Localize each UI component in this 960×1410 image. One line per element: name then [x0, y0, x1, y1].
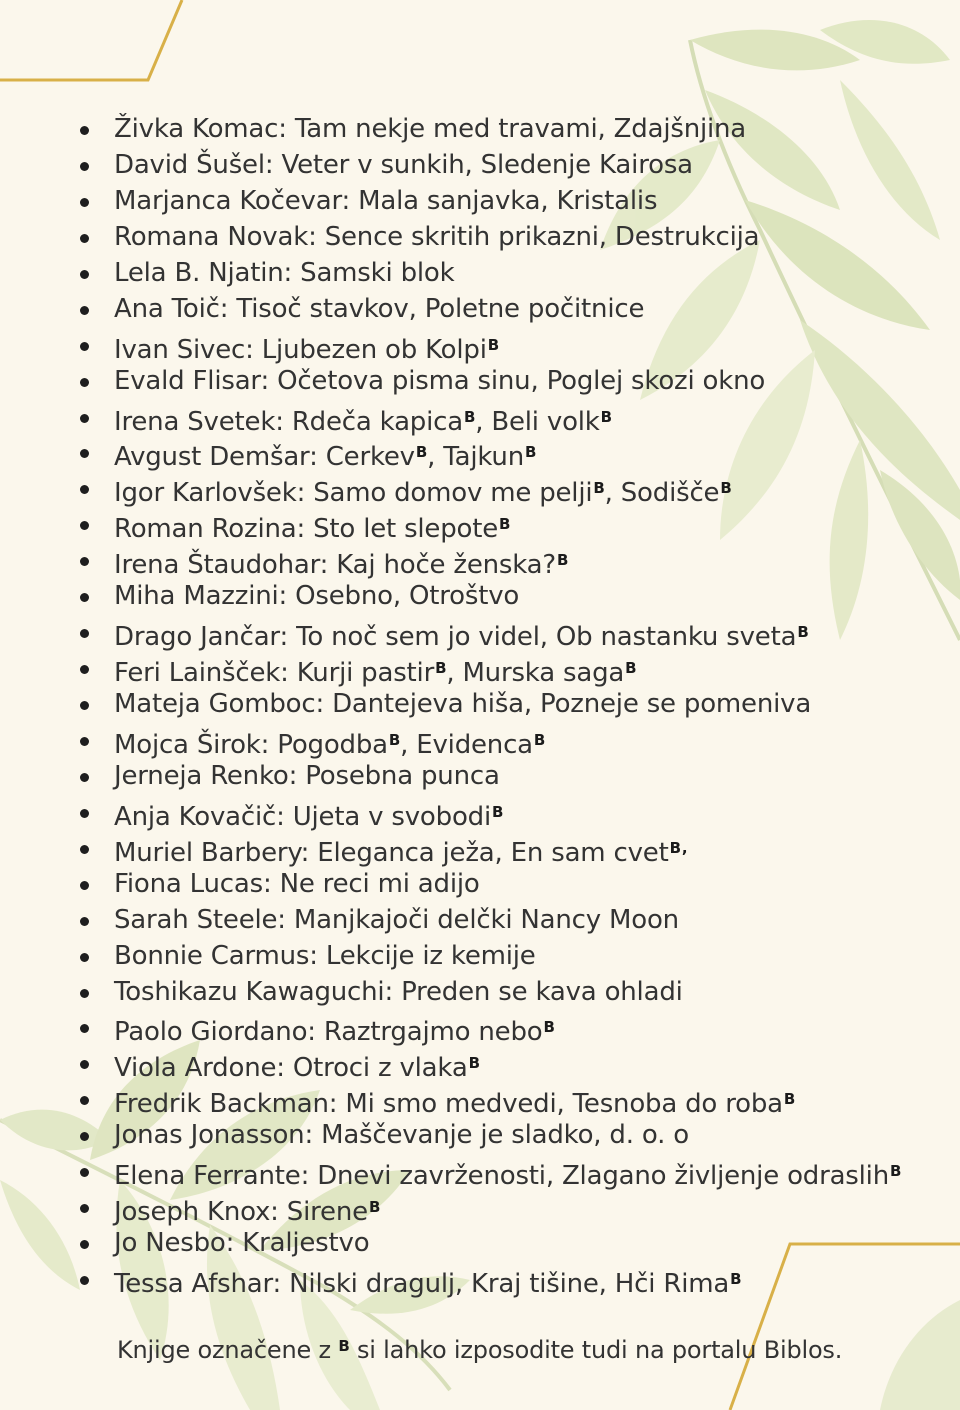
book-entry-text: Evald Flisar: Očetova pisma sinu, Poglej skozi okno	[114, 365, 766, 396]
bullet-icon	[80, 1276, 89, 1285]
biblos-mark: B	[600, 407, 612, 426]
book-entry-text-continued: , Beli volk	[475, 406, 600, 437]
bullet-icon	[80, 557, 89, 566]
bullet-icon	[80, 1132, 89, 1141]
book-entry-text: Toshikazu Kawaguchi: Preden se kava ohladi	[114, 976, 683, 1007]
bullet-icon	[80, 701, 89, 710]
bullet-icon	[80, 1060, 89, 1069]
bullet-icon	[80, 989, 89, 998]
book-entry-text-continued: , Sodišče	[604, 478, 720, 509]
book-entry-text-continued: , Evidenca	[400, 729, 533, 760]
book-entry-text: Viola Ardone: Otroci z vlaka	[114, 1053, 468, 1084]
list-item	[78, 256, 901, 292]
book-entry-text: Joseph Knox: Sirene	[114, 1197, 368, 1228]
bullet-icon	[80, 593, 89, 602]
biblos-mark: B	[415, 443, 428, 462]
list-item	[78, 220, 901, 256]
book-entry-text: Igor Karlovšek: Samo domov me pelji	[114, 478, 593, 509]
list-item	[78, 1118, 901, 1154]
list-item	[78, 435, 901, 471]
book-entry-text: Mojca Širok: Pogodba	[114, 729, 388, 760]
list-item	[78, 867, 901, 903]
list-item	[78, 364, 901, 400]
biblos-mark: B	[889, 1162, 902, 1181]
bullet-icon	[80, 665, 89, 674]
book-entry-text: Anja Kovačič: Ujeta v svobodi	[114, 801, 491, 832]
book-entry-text: Elena Ferrante: Dnevi zavrženosti, Zlagano življenje odraslih	[114, 1161, 889, 1192]
biblos-mark: B	[525, 443, 537, 462]
bullet-icon	[80, 953, 89, 962]
list-item	[78, 831, 901, 867]
biblos-mark: B	[491, 802, 504, 821]
book-entry-text: Tessa Afshar: Nilski dragulj, Kraj tišine, Hči Rima	[114, 1269, 730, 1299]
bullet-icon	[80, 1240, 89, 1249]
book-entry-text: Muriel Barbery: Eleganca ježa, En sam cvet	[114, 837, 669, 868]
biblos-mark: B	[368, 1198, 381, 1217]
trailing-punctuation: ,	[681, 838, 688, 857]
book-entry-text: Ivan Sivec: Ljubezen ob Kolpi	[114, 334, 487, 365]
book-entry-text: Romana Novak: Sence skritih prikazni, Destrukcija	[114, 221, 760, 252]
book-entry-text-continued: , Tajkun	[427, 442, 524, 473]
bullet-icon	[80, 198, 89, 207]
biblos-mark: B	[543, 1018, 555, 1037]
book-entry-text: Fiona Lucas: Ne reci mi adijo	[114, 868, 480, 899]
list-item	[78, 148, 901, 184]
bullet-icon	[80, 414, 89, 423]
book-entry-text: Lela B. Njatin: Samski blok	[114, 257, 455, 288]
biblos-mark: B	[730, 1270, 742, 1288]
biblos-mark: B	[783, 1090, 796, 1109]
book-entry-text: Fredrik Backman: Mi smo medvedi, Tesnoba do roba	[114, 1089, 783, 1120]
list-item	[78, 615, 901, 651]
gold-line-top-left	[0, 0, 182, 80]
bullet-icon	[80, 1204, 89, 1213]
bullet-icon	[80, 449, 89, 458]
bullet-icon	[80, 917, 89, 926]
list-item	[78, 328, 901, 364]
book-entry-text: Avgust Demšar: Cerkev	[114, 442, 415, 473]
biblos-mark: B	[533, 730, 546, 749]
bullet-icon	[80, 845, 89, 854]
list-item	[78, 651, 901, 687]
footnote-text-after: si lahko izposodite tudi na portalu Biblos.	[349, 1336, 843, 1364]
list-item	[78, 1046, 901, 1082]
bullet-icon	[80, 773, 89, 782]
list-item	[78, 471, 901, 507]
biblos-mark: B	[388, 730, 401, 749]
book-entry-text: Roman Rozina: Sto let slepote	[114, 514, 499, 545]
bullet-icon	[80, 162, 89, 171]
list-item	[78, 1082, 901, 1118]
list-item	[78, 1226, 901, 1262]
list-item	[78, 1190, 901, 1226]
bullet-icon	[80, 1096, 89, 1105]
bullet-icon	[80, 342, 89, 351]
bullet-icon	[80, 881, 89, 890]
book-entry-text: Marjanca Kočevar: Mala sanjavka, Kristalis	[114, 185, 658, 216]
book-entry-text: David Šušel: Veter v sunkih, Sledenje Kairosa	[114, 149, 693, 180]
list-item	[78, 112, 901, 148]
book-entry-text: Irena Svetek: Rdeča kapica	[114, 406, 463, 437]
book-entry-text: Drago Jančar: To noč sem jo videl, Ob nastanku sveta	[114, 622, 797, 653]
biblos-mark: B	[487, 335, 499, 354]
biblos-mark: B	[338, 1337, 350, 1355]
list-item	[78, 975, 901, 1011]
book-entry-text: Mateja Gomboc: Dantejeva hiša, Pozneje se pomeniva	[114, 689, 812, 719]
list-item	[78, 723, 901, 759]
bullet-icon	[80, 485, 89, 494]
biblos-mark: B	[499, 515, 511, 534]
book-entry-text: Paolo Giordano: Raztrgajmo nebo	[114, 1017, 543, 1048]
list-item	[78, 939, 901, 975]
list-item	[78, 1010, 901, 1046]
book-entry-text: Živka Komac: Tam nekje med travami, Zdajšnjina	[114, 114, 747, 144]
book-entry-text: Bonnie Carmus: Lekcije iz kemije	[114, 940, 536, 971]
book-entry-text: Miha Mazzini: Osebno, Otroštvo	[114, 581, 520, 612]
list-item	[78, 1262, 901, 1298]
biblos-mark: B	[557, 551, 569, 570]
list-item	[78, 400, 901, 436]
book-entry-text: Feri Lainšček: Kurji pastir	[114, 658, 435, 689]
book-entry-text: Irena Štaudohar: Kaj hoče ženska?	[114, 550, 557, 581]
bullet-icon	[80, 378, 89, 387]
list-item	[78, 687, 901, 723]
list-item	[78, 543, 901, 579]
book-entry-text: Jo Nesbo: Kraljestvo	[114, 1228, 370, 1259]
book-entry-text-continued: , Murska saga	[446, 658, 625, 689]
list-item	[78, 184, 901, 220]
footnote	[117, 1336, 842, 1364]
list-item	[78, 795, 901, 831]
book-entry-text: Jerneja Renko: Posebna punca	[114, 760, 500, 791]
bullet-icon	[80, 306, 89, 315]
leaf-bottom-right-icon	[880, 1300, 960, 1410]
book-list	[78, 112, 901, 1298]
bullet-icon	[80, 1024, 89, 1033]
bullet-icon	[80, 1168, 89, 1177]
list-item	[78, 292, 901, 328]
bullet-icon	[80, 629, 89, 638]
list-item	[78, 759, 901, 795]
biblos-mark: B	[797, 623, 809, 642]
biblos-mark: B	[669, 838, 681, 857]
bullet-icon	[80, 809, 89, 818]
list-item	[78, 579, 901, 615]
list-item	[78, 903, 901, 939]
bullet-icon	[80, 521, 89, 530]
book-entry-text: Ana Toič: Tisoč stavkov, Poletne počitnice	[114, 293, 645, 324]
bullet-icon	[80, 126, 89, 135]
biblos-mark: B	[625, 659, 637, 678]
bullet-icon	[80, 270, 89, 279]
book-entry-text: Sarah Steele: Manjkajoči delčki Nancy Moon	[114, 904, 679, 935]
book-entry-text: Jonas Jonasson: Maščevanje je sladko, d. o. o	[114, 1120, 689, 1151]
biblos-mark: B	[468, 1054, 480, 1073]
list-item	[78, 507, 901, 543]
biblos-mark: B	[463, 407, 476, 426]
bullet-icon	[80, 234, 89, 243]
list-item	[78, 1154, 901, 1190]
biblos-mark: B	[435, 659, 447, 678]
biblos-mark: B	[720, 479, 732, 498]
footnote-text-before: Knjige označene z	[117, 1336, 339, 1364]
biblos-mark: B	[593, 479, 605, 498]
bullet-icon	[80, 737, 89, 746]
